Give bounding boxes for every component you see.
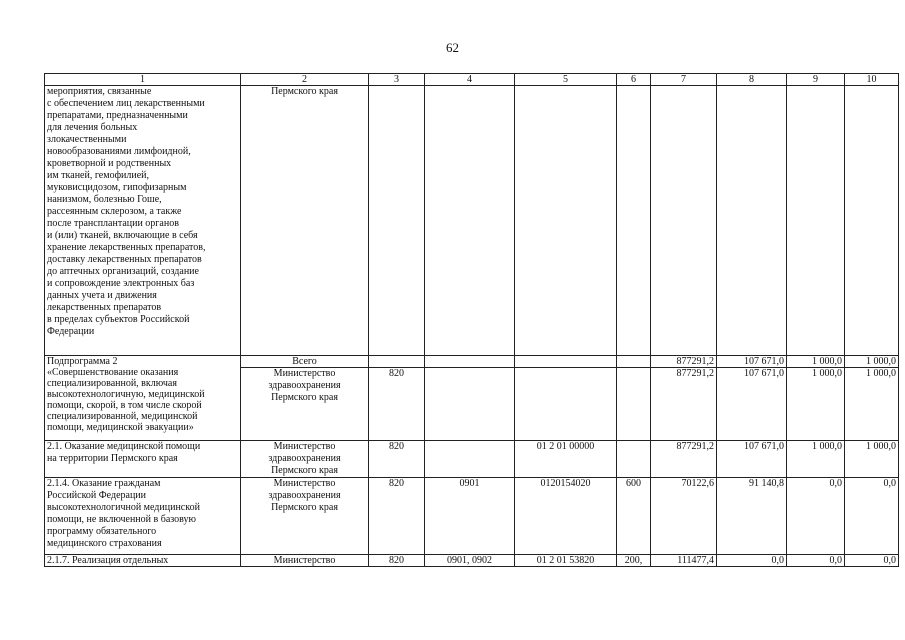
table-row — [45, 86, 899, 356]
section-cell: 0901 — [425, 478, 515, 555]
amount-cell: 1 000,0 — [787, 368, 845, 441]
target-article-cell: 01 2 01 53820 — [515, 555, 617, 567]
table-row — [45, 356, 899, 368]
target-article-cell: 0120154020 — [515, 478, 617, 555]
amount-cell: 877291,2 — [651, 441, 717, 478]
executor-cell: Министерство здравоохранения Пермского края — [241, 368, 369, 441]
executor-cell: Министерство — [241, 555, 369, 567]
subprogram-name-cell: Подпрограмма 2 «Совершенствование оказания специализированной, включая высокотехнологичную, медицинской помощи, скорой, в том числе скорой специализированной, медицинской помощи, медицинской эвакуации» — [45, 356, 241, 441]
measure-name-cell: 2.1. Оказание медицинской помощи на территории Пермского края — [45, 441, 241, 478]
expense-type-cell — [617, 368, 651, 441]
empty-cell — [617, 356, 651, 368]
section-cell — [425, 441, 515, 478]
column-number: 9 — [787, 74, 845, 86]
grbs-cell: 820 — [369, 478, 425, 555]
measure-name-cell: 2.1.7. Реализация отдельных — [45, 555, 241, 567]
column-number: 2 — [241, 74, 369, 86]
amount-cell — [787, 86, 845, 356]
column-number: 7 — [651, 74, 717, 86]
grbs-cell: 820 — [369, 555, 425, 567]
expense-type-cell: 200, — [617, 555, 651, 567]
amount-cell: 1 000,0 — [845, 368, 899, 441]
amount-cell: 107 671,0 — [717, 441, 787, 478]
grbs-cell — [369, 86, 425, 356]
empty-cell — [369, 356, 425, 368]
grbs-cell: 820 — [369, 368, 425, 441]
amount-cell: 0,0 — [845, 478, 899, 555]
amount-cell: 70122,6 — [651, 478, 717, 555]
column-number: 4 — [425, 74, 515, 86]
amount-cell: 0,0 — [787, 478, 845, 555]
column-number: 1 — [45, 74, 241, 86]
amount-cell: 877291,2 — [651, 356, 717, 368]
executor-cell: Пермского края — [241, 86, 369, 356]
amount-cell: 0,0 — [787, 555, 845, 567]
measure-name-cell: 2.1.4. Оказание гражданам Российской Федерации высокотехнологичной медицинской помощи, не включенной в базовую программу обязательного медицинского страхования — [45, 478, 241, 555]
amount-cell: 107 671,0 — [717, 356, 787, 368]
target-article-cell: 01 2 01 00000 — [515, 441, 617, 478]
column-number: 10 — [845, 74, 899, 86]
table-row — [45, 555, 899, 567]
amount-cell: 111477,4 — [651, 555, 717, 567]
total-label-cell: Всего — [241, 356, 369, 368]
amount-cell — [845, 86, 899, 356]
empty-cell — [515, 356, 617, 368]
table-row — [45, 478, 899, 555]
expense-type-cell — [617, 86, 651, 356]
expense-type-cell: 600 — [617, 478, 651, 555]
executor-cell: Министерство здравоохранения Пермского края — [241, 478, 369, 555]
section-cell: 0901, 0902 — [425, 555, 515, 567]
budget-table — [44, 73, 899, 567]
amount-cell: 91 140,8 — [717, 478, 787, 555]
column-number-header-row — [45, 74, 899, 86]
amount-cell: 0,0 — [717, 555, 787, 567]
amount-cell: 1 000,0 — [787, 441, 845, 478]
amount-cell: 1 000,0 — [845, 441, 899, 478]
grbs-cell: 820 — [369, 441, 425, 478]
section-cell — [425, 368, 515, 441]
measure-name-cell: мероприятия, связанные с обеспечением лиц лекарственными препаратами, предназначенными для лечения больных злокачественными новообразованиями лимфоидной, кроветворной и родственных им тканей, гемофилией, муковисцидозом, гипофизарным нанизмом, болезнью Гоше, рассеянным склерозом, а также после трансплантации органов и (или) тканей, включающие в себя хранение лекарственных препаратов, доставку лекарственных препаратов до аптечных организаций, создание и сопровождение электронных баз данных учета и движения лекарственных препаратов в пределах субъектов Российской Федерации — [45, 86, 241, 356]
amount-cell: 877291,2 — [651, 368, 717, 441]
expense-type-cell — [617, 441, 651, 478]
amount-cell: 107 671,0 — [717, 368, 787, 441]
amount-cell: 1 000,0 — [845, 356, 899, 368]
empty-cell — [425, 356, 515, 368]
column-number: 6 — [617, 74, 651, 86]
target-article-cell — [515, 86, 617, 356]
column-number: 5 — [515, 74, 617, 86]
page-number: 62 — [446, 40, 459, 55]
target-article-cell — [515, 368, 617, 441]
amount-cell — [651, 86, 717, 356]
column-number: 8 — [717, 74, 787, 86]
column-number: 3 — [369, 74, 425, 86]
amount-cell: 1 000,0 — [787, 356, 845, 368]
amount-cell — [717, 86, 787, 356]
table-row — [45, 441, 899, 478]
executor-cell: Министерство здравоохранения Пермского края — [241, 441, 369, 478]
section-cell — [425, 86, 515, 356]
amount-cell: 0,0 — [845, 555, 899, 567]
